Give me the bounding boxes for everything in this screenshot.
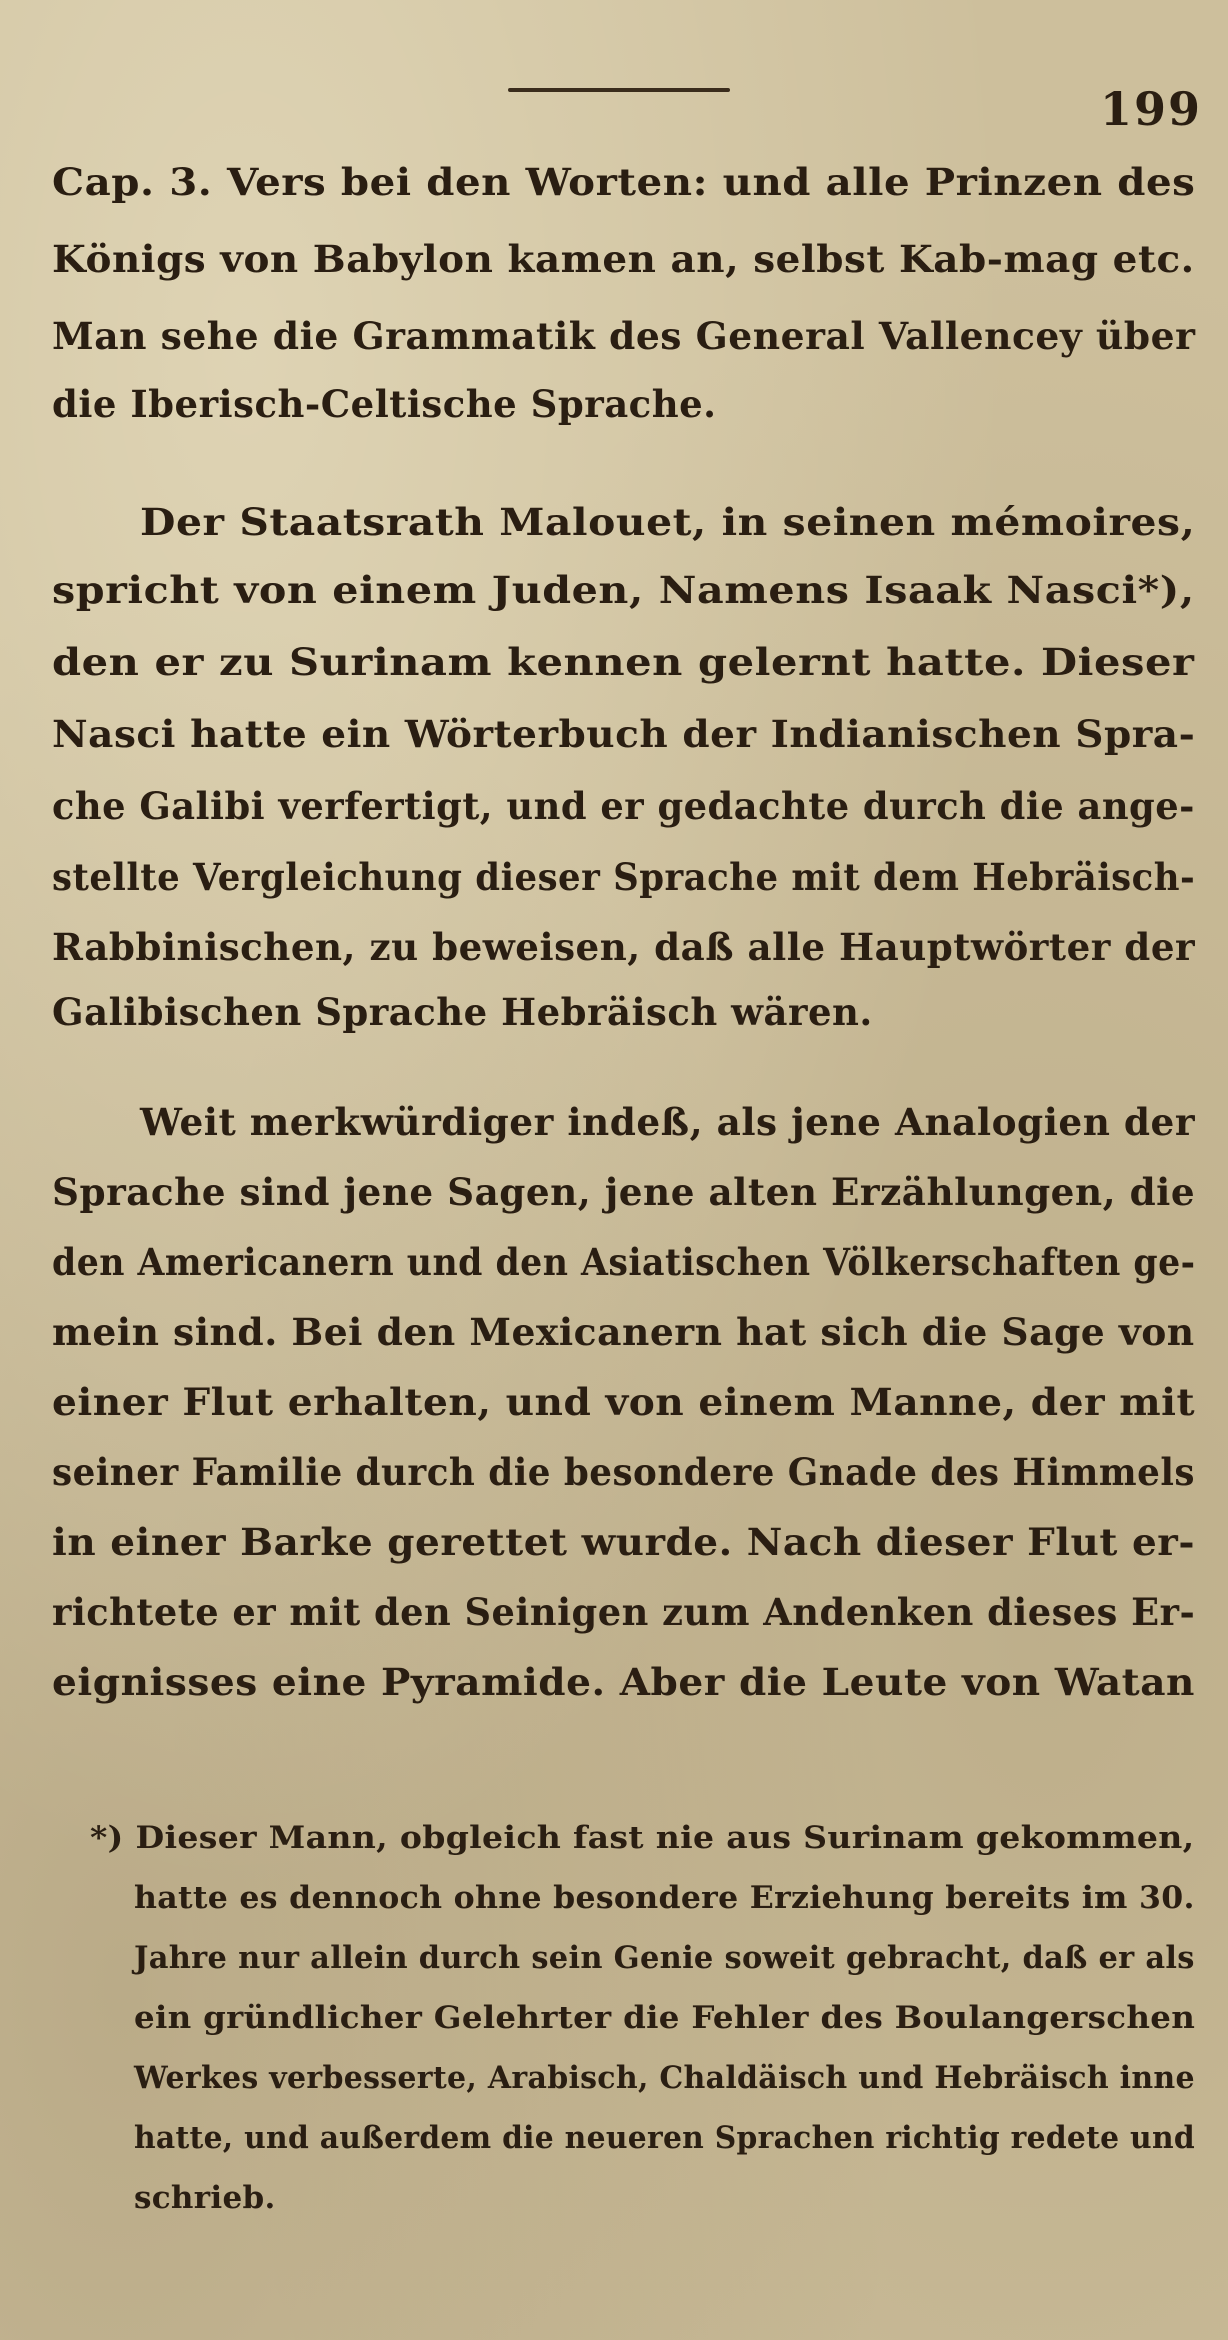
paragraph-3-line-6: seiner Familie durch die besondere Gnade des Himmels bbox=[52, 1450, 1195, 1494]
footnote-line-7: schrieb. bbox=[134, 2180, 276, 2216]
footnote-line-1: *) Dieser Mann, obgleich fast nie aus Surinam gekommen, bbox=[90, 1820, 1195, 1856]
paragraph-3-line-5: einer Flut erhalten, und von einem Manne, der mit bbox=[52, 1380, 1196, 1424]
footnote-line-2: hatte es dennoch ohne besondere Erziehung bereits im 30. bbox=[134, 1880, 1195, 1916]
paragraph-2-line-4: Nasci hatte ein Wörterbuch der Indianischen Spra- bbox=[52, 712, 1196, 756]
paragraph-2-line-7: Rabbinischen, zu beweisen, daß alle Hauptwörter der bbox=[52, 925, 1196, 969]
header-rule bbox=[508, 88, 730, 92]
paragraph-3-line-9: eignisses eine Pyramide. Aber die Leute von Watan bbox=[52, 1660, 1195, 1704]
paragraph-3-line-2: Sprache sind jene Sagen, jene alten Erzählungen, die bbox=[52, 1170, 1196, 1214]
footnote-line-3: Jahre nur allein durch sein Genie soweit gebracht, daß er als bbox=[134, 1940, 1195, 1976]
paragraph-2-line-6: stellte Vergleichung dieser Sprache mit dem Hebräisch- bbox=[52, 855, 1196, 899]
paragraph-3-line-7: in einer Barke gerettet wurde. Nach dieser Flut er- bbox=[52, 1520, 1196, 1564]
paragraph-3-line-1: Weit merkwürdiger indeß, als jene Analogien der bbox=[140, 1100, 1196, 1144]
paragraph-2-line-8: Galibischen Sprache Hebräisch wären. bbox=[52, 990, 873, 1034]
paragraph-2-line-2: spricht von einem Juden, Namens Isaak Nasci*), bbox=[52, 568, 1195, 612]
paragraph-2-line-1: Der Staatsrath Malouet, in seinen mémoires, bbox=[140, 500, 1196, 544]
paragraph-3-line-8: richtete er mit den Seinigen zum Andenken dieses Er- bbox=[52, 1590, 1196, 1634]
footnote-line-5: Werkes verbesserte, Arabisch, Chaldäisch und Hebräisch inne bbox=[134, 2060, 1195, 2096]
paragraph-2-line-3: den er zu Surinam kennen gelernt hatte. Dieser bbox=[52, 640, 1195, 684]
paragraph-1-line-3: Man sehe die Grammatik des General Vallencey über bbox=[52, 314, 1196, 358]
footnote-line-6: hatte, und außerdem die neueren Sprachen richtig redete und bbox=[134, 2120, 1196, 2156]
paragraph-1-line-2: Königs von Babylon kamen an, selbst Kab-mag etc. bbox=[52, 237, 1195, 281]
paragraph-2-line-5: che Galibi verfertigt, und er gedachte durch die ange- bbox=[52, 784, 1195, 828]
paragraph-3-line-4: mein sind. Bei den Mexicanern hat sich die Sage von bbox=[52, 1310, 1195, 1354]
paragraph-1-line-1: Cap. 3. Vers bei den Worten: und alle Prinzen des bbox=[52, 160, 1196, 204]
paragraph-3-line-3: den Americanern und den Asiatischen Völkerschaften ge- bbox=[52, 1240, 1196, 1284]
footnote-line-4: ein gründlicher Gelehrter die Fehler des Boulangerschen bbox=[134, 2000, 1196, 2036]
page-number: 199 bbox=[1100, 82, 1203, 136]
paragraph-1-line-4: die Iberisch-Celtische Sprache. bbox=[52, 382, 717, 426]
